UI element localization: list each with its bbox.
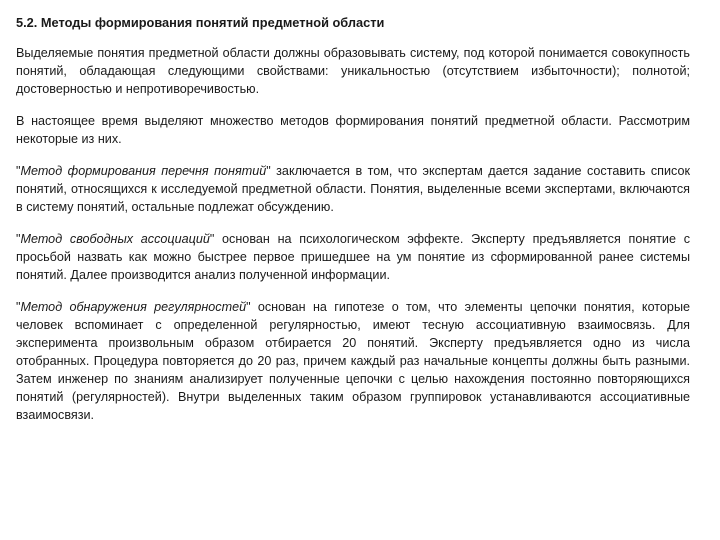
- paragraph-method-regularities: [16, 298, 690, 424]
- paragraph-method-list: [16, 162, 690, 216]
- method-name-regularities: Метод обнаружения регулярностей: [20, 300, 247, 314]
- method-description: " основан на психологическом эффекте. Эксперту предъявляется понятие с просьбой назвать как можно быстрее первое пришедшее на ум понятие из сформированной ранее системы понятий. Далее производится анализ полученной информации.: [16, 232, 691, 282]
- method-description: " заключается в том, что экспертам дается задание составить список понятий, относящихся к исследуемой предметной области. Понятия, выделенные всеми экспертами, включаются в систему понятий, остальные подлежат обсуждению.: [16, 164, 690, 214]
- paragraph-concept-system: Выделяемые понятия предметной области должны образовывать систему, под которой понимается совокупность понятий, обладающая следующими свойствами: уникальностью (отсутствием избыточности); полнотой; достоверностью и непротиворечивостью.: [16, 46, 690, 96]
- paragraph-method-associations: [16, 230, 690, 284]
- open-quote: ": [16, 232, 21, 246]
- paragraph-methods-intro: В настоящее время выделяют множество методов формирования понятий предметной области. Рассмотрим некоторые из них.: [16, 114, 690, 146]
- section-heading: 5.2. Методы формирования понятий предметной области: [16, 15, 385, 30]
- open-quote: ": [16, 164, 21, 178]
- document-body: [16, 14, 690, 438]
- open-quote: ": [16, 300, 21, 314]
- method-name-list: Метод формирования перечня понятий: [20, 164, 267, 178]
- method-name-associations: Метод свободных ассоциаций: [20, 232, 210, 246]
- method-description: " основан на гипотезе о том, что элементы цепочки понятия, которые человек вспоминает с определенной регулярностью, имеют тесную ассоциативную взаимосвязь. Для эксперимента произвольным образом отбирается 20 понятий. Эксперту предъявляется одно из числа отобранных. Процедура повторяется до 20 раз, причем каждый раз начальные концепты должны быть разными. Затем инженер по знаниям анализирует полученные цепочки с целью нахождения постоянно повторяющихся понятий (регулярностей). Внутри выделенных таким образом группировок устанавливаются ассоциативные взаимосвязи.: [16, 300, 690, 422]
